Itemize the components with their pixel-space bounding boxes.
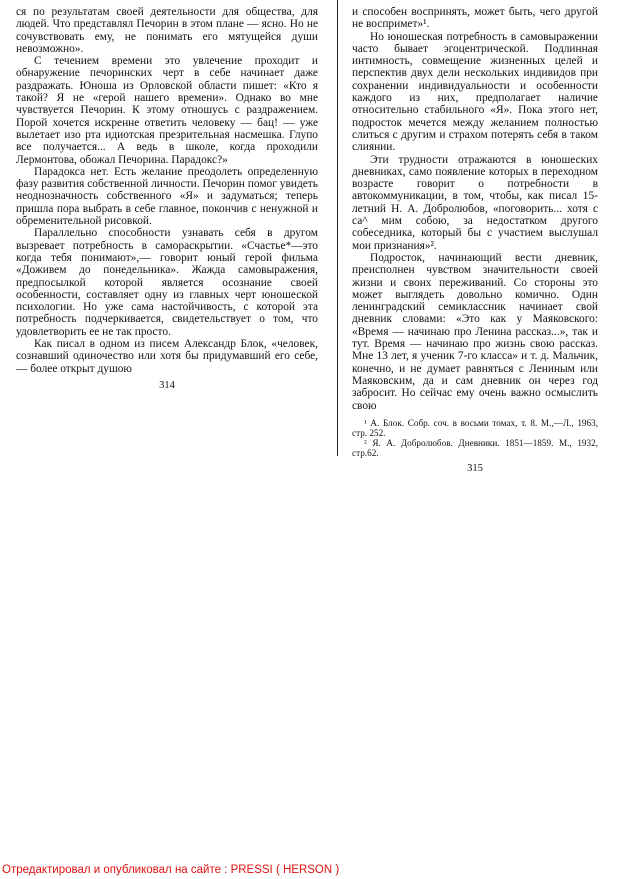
footnote: ¹ А. Блок. Собр. соч. в восьми томах, т. 8. М.,—Л., 1963, стр. 252. bbox=[352, 417, 598, 438]
paragraph: ся по результатам своей деятельности для общества, для людей. Что представлял Печорин в этом плане — ясно. Но не сочувствовать ему, не понимать его мятущейся души невозможно». bbox=[16, 6, 318, 55]
right-page bbox=[352, 6, 598, 475]
paragraph: С течением времени это увлечение проходит и обнаружение печоринских черт в себе начинает даже раздражать. Юноша из Орловской области пишет: «Кто я такой? Я не «герой нашего времени». Однако во мне чувствуется Печорин. К этому отношусь с раздражением. Порой хочется искренне ответить человеку — бац! — уже вылетает изо рта идиотская презрительная насмешка. Глупо все получается... А ведь в школе, когда проходили Лермонтова, обожал Печорина. Парадокс?» bbox=[16, 55, 318, 166]
paragraph: Как писал в одном из писем Александр Блок, «человек, сознавший одиночество или хотя бы придумавший его себе,— более открыт душою bbox=[16, 338, 318, 375]
footnotes bbox=[352, 418, 598, 458]
page-number: 315 bbox=[467, 462, 483, 474]
paragraph: Подросток, начинающий вести дневник, преисполнен чувством значительности своей жизни и своих переживаний. Со стороны это может выглядеть довольно комично. Один ленинградский семиклассник начинает свой дневник словами: «Это как у Маяковского: «Время — начинаю про Ленина рассказ...», так и тут. Время — начинаю про жизнь свою рассказ. Мне 13 лет, я ученик 7-го класса» и т. д. Мальчик, конечно, и не думает равняться с Лениным или Маяковским, да и сам дневник он через год забросит. Но сейчас ему очень важно осмыслить свою bbox=[352, 251, 598, 412]
paragraph: и способен воспринять, может быть, чего другой не воспримет»¹. bbox=[352, 6, 598, 31]
paragraph: Но юношеская потребность в самовыражении часто бывает эгоцентрической. Подлинная интимность, совмещение жизненных целей и перспектив двух дели нескольких индивидов при сохранении индивидуальности и особенности каждого из них, предполагает наличие относительно стабильного «Я». Пока этого нет, подросток мечется между желанием полностью слиться с другим и страхом потерять себя в таком слиянии. bbox=[352, 30, 598, 154]
footnote: ² Я. А. Добролюбов. Дневники. 1851—1859. М., 1932, стр.62. bbox=[352, 437, 598, 458]
footer-credit: Отредактировал и опубликовал на сайте : PRESSI ( HERSON ) bbox=[2, 864, 340, 876]
page-number: 314 bbox=[159, 379, 175, 391]
paragraph: Парадокса нет. Есть желание преодолеть определенную фазу развития собственной личности. Печорин помог увидеть неоднозначность собственного «Я» и задуматься; теперь пришла пора выбрать в себе главное, покончив с ненужной и обременительной рисовкой. bbox=[16, 165, 318, 228]
column-divider bbox=[337, 0, 338, 456]
left-page bbox=[16, 6, 318, 392]
paragraph: Эти трудности отражаются в юношеских дневниках, само появление которых в переходном возрасте говорит о потребности в автокоммуникации, в том, чтобы, как писал 15-летний Н. А. Добролюбов, «поговорить... хотя с са^ мим собою, за недостатком другого собеседника, который бы с участием выслушал мои признания»². bbox=[352, 153, 598, 252]
paragraph: Параллельно способности узнавать себя в другом вызревает потребность в самораскрытии. «Счастье*—это когда тебя понимают»,— говорит юный герой фильма «Доживем до понедельника». Жажда самовыражения, предпосылкой которой является осознание своей особенности, составляет одну из главных черт юношеской психологии. Но уже сама настойчивость, с которой эта потребность подчеркивается, свидетельствует о том, что удовлетворить ее не так просто. bbox=[16, 227, 318, 338]
